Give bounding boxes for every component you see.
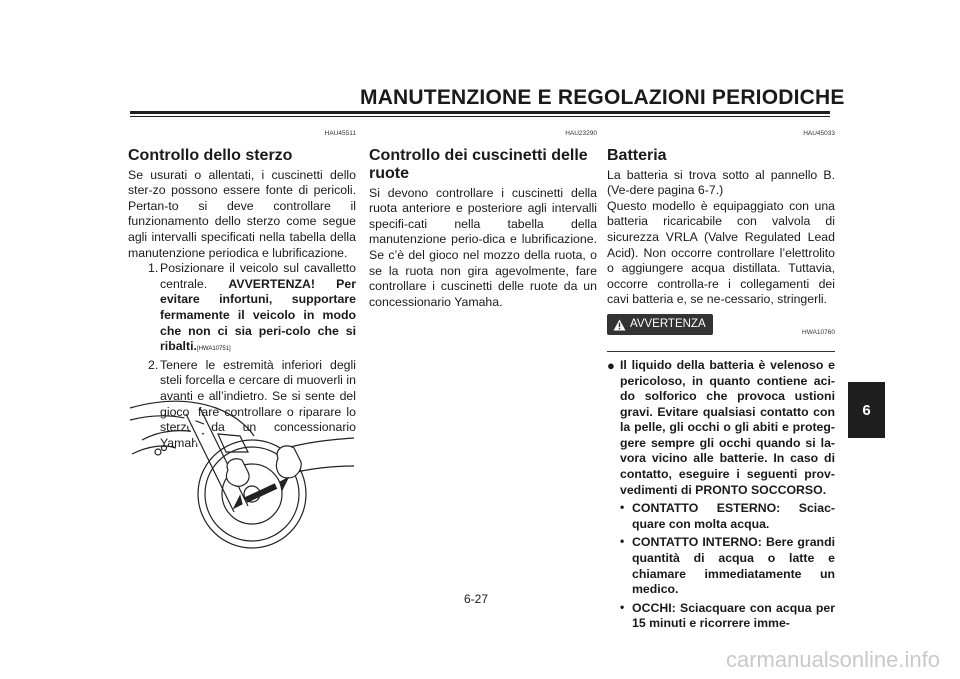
step-text: Tenere le estremità inferiori degli steli forcella e cercare di muoverli in avanti e all’indietro. Se si sente del gioco, fare controllare o riparare lo sterzo da un concessionario Yamaha. [160,357,356,450]
header-rule-thin [130,116,830,117]
section-code: HAU45511 [324,130,356,137]
warning-code: [HWA10751] [196,346,231,353]
step-1 [128,261,356,358]
header-title: MANUTENZIONE E REGOLAZIONI PERIODICHE [360,86,845,109]
paragraph: Si devono controllare i cuscinetti della ruota anteriore e posteriore agli intervalli specifi-cati nella tabella della manutenzione perio-dica e lubrificazione. Se c’è del gioco nel mozzo della ruota, o se la ruota non gira agevolmente, fare controllare i cuscinetti delle ruote da un concessionario Yamaha. [369,185,597,309]
warning-code: HWA10760 [802,329,835,337]
step-number: 2. [148,357,159,372]
section-heading: Batteria [607,146,667,164]
section-heading: Controllo dei cuscinetti delle ruote [369,146,588,182]
header-rule-thick [130,111,830,114]
warning-label: AVVERTENZA [630,317,706,330]
sub-bullet [607,601,835,632]
watermark: carmanualsonline.info [725,647,940,672]
paragraph-vrla: Questo modello è equipaggiato con una batteria ricaricabile con valvola di sicurezza VRLA (Valve Regulated Lead Acid). Non occorre controllare l’elettrolito o aggiungere acqua distillata. Tuttavia, occorre controlla-re i collegamenti dei cavi batteria e, se ne-cessario, stringerli. [607,198,835,307]
warning-badge [607,314,713,335]
column-battery [607,122,835,634]
intro-paragraph: Se usurati o allentati, i cuscinetti dello ster-zo possono essere fonte di pericoli. Pertan-to si deve controllare il funzionamento dello sterzo come segue agli intervalli specificati nella tabella della manutenzione periodica e lubrificazione. [128,167,356,260]
sub-bullet-text: CONTATTO ESTERNO: Sciac-quare con molta acqua. [632,501,835,531]
step-number: 1. [148,261,159,276]
section-code: HAU45033 [803,130,835,137]
step-warning: AVVERTENZA! Per evitare infortuni, supportare fermamente il veicolo in modo che non ci sia peri-colo che si ribalti. [160,276,356,354]
bullet-dot-icon: • [620,599,625,614]
steering-illustration [128,394,356,564]
bullet-dot-icon: • [620,534,625,549]
section-heading: Controllo dello sterzo [128,146,293,164]
step-text: Posizionare il veicolo sul cavalletto centrale. [160,261,356,291]
column-wheel-bearings [369,122,597,310]
paragraph-location: La batteria si trova sotto al pannello B. (Ve-dere pagina 6-7.) [607,167,835,198]
sub-bullet [607,535,835,597]
sub-bullet-text: CONTATTO INTERNO: Bere grandi quantità di acqua o latte e chiamare immediatamente un medico. [632,535,835,597]
bullet-text: Il liquido della batteria è velenoso e pericoloso, in quanto contiene aci-do solforico che provoca ustioni gravi. Evitare qualsiasi contatto con la pelle, gli occhi o gli abiti e proteg-gere sempre gli occhi quando si la-vora vicino alle batterie. In caso di contatto, eseguire i seguenti prov-vedimenti di PRONTO SOCCORSO. [620,357,835,497]
warning-triangle-icon [613,319,626,331]
warning-bullet [607,358,835,498]
page-number: 6-27 [464,592,489,606]
sub-bullet-text: OCCHI: Sciacquare con acqua per 15 minuti e ricorrere imme- [632,600,835,631]
section-tab: 6 [848,382,885,438]
bullet-dot-icon: • [620,500,625,515]
sub-bullet [607,501,835,532]
bullet-dot-icon: ● [607,357,615,373]
warning-rule [607,351,835,352]
section-code: HAU23290 [565,130,597,137]
